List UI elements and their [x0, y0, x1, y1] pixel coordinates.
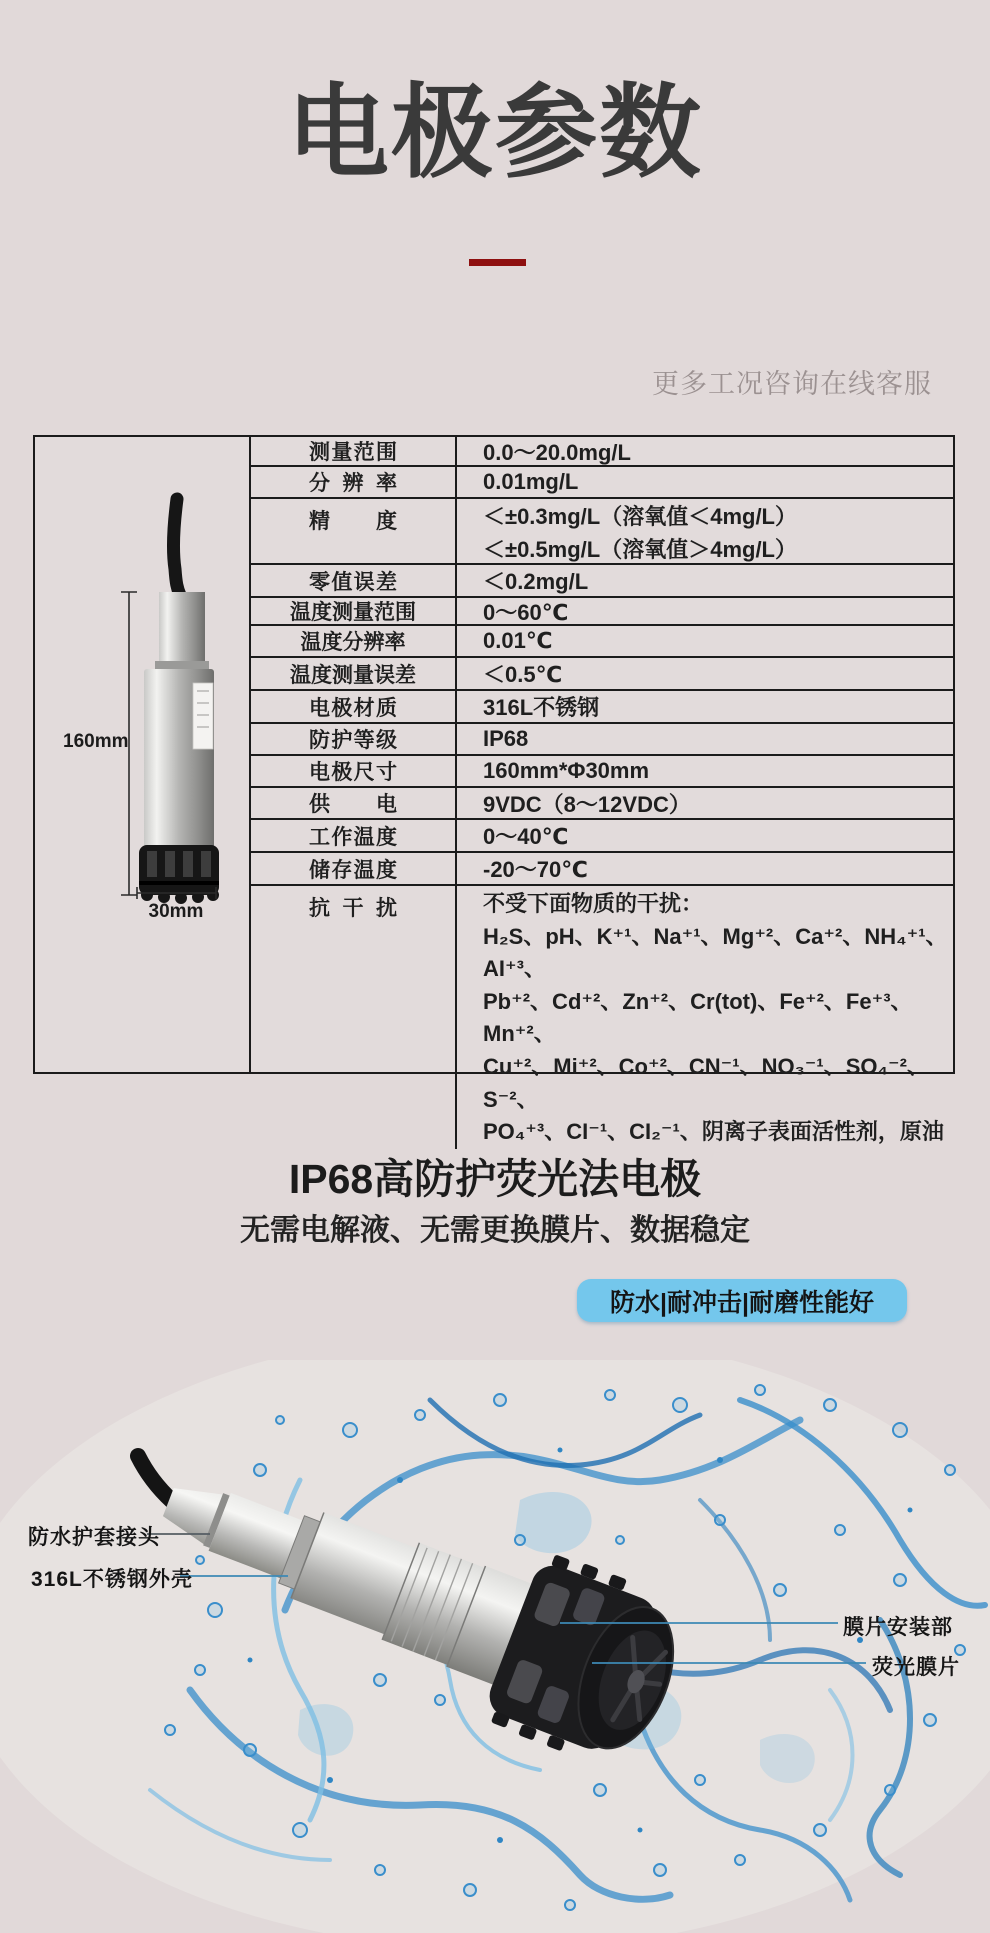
spec-label: 工作温度	[251, 820, 457, 851]
diameter-dimension-label: 30mm	[148, 901, 204, 922]
spec-row	[251, 437, 953, 467]
spec-label: 零值误差	[251, 565, 457, 596]
title-accent-dash	[469, 259, 526, 266]
callout-membrane-mount: 膜片安装部	[843, 1616, 953, 1639]
spec-label: 精度	[251, 499, 457, 563]
spec-label: 温度测量误差	[251, 658, 457, 689]
spec-row	[251, 886, 953, 1149]
cage-slot	[165, 851, 175, 877]
product-photo	[0, 1360, 990, 1933]
spec-value: ＜0.5℃	[483, 662, 563, 687]
spec-value: -20～70℃	[483, 857, 588, 882]
spec-row	[251, 658, 953, 691]
probe-photo-cell	[35, 437, 251, 1072]
product-photo-canvas	[0, 1360, 990, 1933]
service-note: 更多工况咨询在线客服	[652, 369, 932, 399]
spec-value: 0～40℃	[483, 824, 569, 849]
probe-label-sticker	[193, 683, 213, 749]
spec-value: ＜0.2mg/L	[483, 569, 589, 594]
spec-value: IP68	[483, 726, 529, 751]
height-dimension-label: 160mm	[63, 731, 129, 752]
spec-label: 电极材质	[251, 691, 457, 722]
spec-label: 防护等级	[251, 724, 457, 754]
spec-value: 0.01℃	[483, 628, 553, 653]
feature-badge: 防水|耐冲击|耐磨性能好	[577, 1279, 907, 1322]
spec-value: ＜±0.3mg/L（溶氧值＜4mg/L） ＜±0.5mg/L（溶氧值＞4mg/L）	[483, 504, 797, 562]
spec-row	[251, 724, 953, 756]
callout-fluorescent-membrane: 荧光膜片	[872, 1656, 960, 1679]
spec-value: 316L不锈钢	[483, 695, 600, 720]
cage-slot	[183, 851, 193, 877]
spec-label: 温度分辨率	[251, 626, 457, 656]
cage-slot	[147, 851, 157, 877]
spec-row	[251, 499, 953, 565]
spec-label: 储存温度	[251, 853, 457, 884]
section-subheading: 无需电解液、无需更换膜片、数据稳定	[240, 1214, 750, 1247]
spec-row	[251, 598, 953, 626]
cage-foot	[141, 889, 153, 901]
spec-row	[251, 820, 953, 853]
probe-illustration	[35, 437, 249, 1076]
spec-rows	[251, 437, 953, 1145]
spec-row	[251, 565, 953, 598]
page-title: 电极参数	[287, 76, 703, 190]
spec-row	[251, 853, 953, 886]
probe-neck	[159, 592, 205, 665]
spec-row	[251, 691, 953, 724]
spec-label: 温度测量范围	[251, 598, 457, 624]
spec-row	[251, 626, 953, 658]
spec-value: 9VDC（8～12VDC）	[483, 791, 691, 817]
callout-waterproof-connector: 防水护套接头	[28, 1526, 160, 1549]
spec-value: 0～60℃	[483, 599, 569, 625]
spec-value: 0.01mg/L	[483, 469, 579, 494]
cage-foot	[207, 889, 219, 901]
spec-row	[251, 788, 953, 820]
spec-row	[251, 467, 953, 499]
spec-table	[33, 435, 955, 1145]
callout-steel-shell: 316L不锈钢外壳	[31, 1568, 193, 1591]
spec-label: 电极尺寸	[251, 756, 457, 786]
spec-label: 分辨率	[251, 467, 457, 497]
spec-value: 160mm*Φ30mm	[483, 758, 650, 783]
spec-row	[251, 756, 953, 788]
spec-value: 不受下面物质的干扰： H₂S、pH、K⁺¹、Na⁺¹、Mg⁺²、Ca⁺²、NH₄⁺¹、AI⁺³、 Pb⁺²、Cd⁺²、Zn⁺²、Cr(tot)、Fe⁺²、Fe⁺³、Mn⁺²、 Cu⁺²、Mi⁺²、Co⁺²、CN⁻¹、NO₃⁻¹、SO₄⁻²、S⁻²、 PO₄⁺³、CI⁻¹、CI₂⁻¹、阴离子表面活性剂，原油	[483, 891, 948, 1145]
section-heading: IP68高防护荧光法电极	[288, 1156, 702, 1202]
spec-label: 测量范围	[251, 437, 457, 465]
spec-label: 抗干扰	[251, 886, 457, 1149]
spec-value: 0.0～20.0mg/L	[483, 439, 631, 465]
spec-label: 供电	[251, 788, 457, 818]
probe-cable	[174, 499, 180, 595]
cage-slot	[201, 851, 211, 877]
